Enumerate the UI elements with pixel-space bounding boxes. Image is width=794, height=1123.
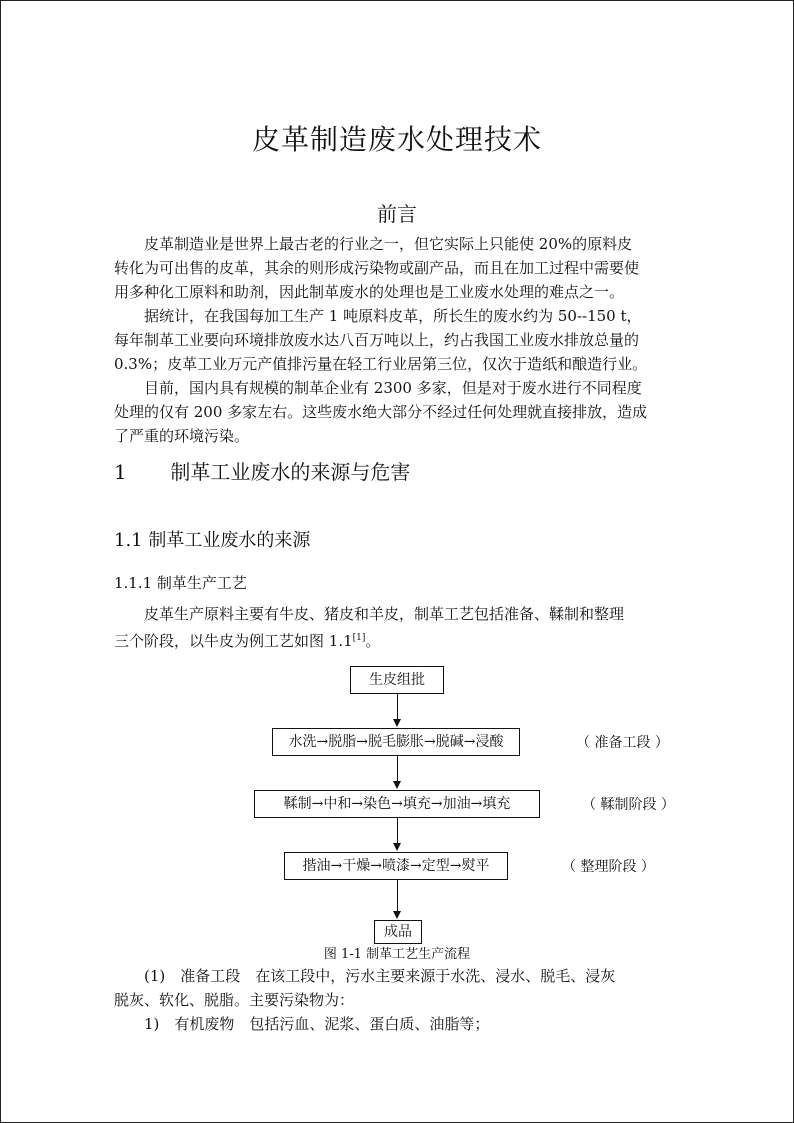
flow-step: 加油 bbox=[442, 796, 471, 812]
section-1-1-heading: 1.1 制革工业废水的来源 bbox=[114, 530, 311, 551]
arrow-down-icon bbox=[393, 719, 401, 727]
arrow-right-icon: → bbox=[449, 858, 462, 874]
document-title: 皮革制造废水处理技术 bbox=[251, 123, 542, 156]
text-line: 据统计，在我国每加工生产 1 吨原料皮革，所长生的废水约为 50--150 t， bbox=[114, 307, 642, 325]
arrow-right-icon: → bbox=[470, 796, 483, 812]
arrow-right-icon: → bbox=[356, 734, 368, 750]
citation-mark: [1] bbox=[352, 633, 366, 643]
section-1-number: 1 bbox=[114, 460, 127, 484]
flow-step: 熨平 bbox=[461, 858, 490, 874]
arrow-down-icon bbox=[393, 781, 401, 789]
text-line: (1) 准备工段 在该工段中，污水主要来源于水洗、浸水、脱毛、浸灰 bbox=[114, 967, 616, 985]
process-flowchart bbox=[114, 662, 680, 954]
arrow-right-icon: → bbox=[311, 796, 324, 812]
text-line: 0.3%；皮革工业万元产值排污量在轻工行业居第三位，仅次于造纸和酿造行业。 bbox=[114, 355, 648, 373]
flow-start-box: 生皮组批 bbox=[350, 666, 444, 694]
text-line: 皮革生产原料主要有牛皮、猪皮和羊皮，制革工艺包括准备、鞣制和整理 bbox=[114, 605, 625, 623]
flow-step: 脱碱 bbox=[435, 734, 464, 750]
stage-label-tanning: （ 鞣制阶段 ） bbox=[582, 797, 675, 813]
section-1-title: 制革工业废水的来源与危害 bbox=[170, 460, 411, 484]
text-line: 处理的仅有 200 多家左右。这些废水绝大部分不经过任何处理就直接排放，造成 bbox=[114, 403, 648, 421]
flow-connector bbox=[397, 755, 398, 781]
flow-step: 浸酸 bbox=[475, 734, 504, 750]
flow-step: 中和 bbox=[323, 796, 352, 812]
flow-step: 染色 bbox=[363, 796, 392, 812]
text-line: 1) 有机废物 包括污血、泥浆、蛋白质、油脂等； bbox=[114, 1015, 490, 1033]
arrow-right-icon: → bbox=[351, 796, 364, 812]
stage-label-prepare: （ 准备工段 ） bbox=[576, 735, 669, 751]
text-line: 用多种化工原料和助剂，因此制革废水的处理也是工业废水处理的难点之一。 bbox=[114, 283, 625, 301]
arrow-right-icon: → bbox=[430, 796, 443, 812]
preface-heading: 前言 bbox=[377, 202, 417, 226]
preface-paragraphs bbox=[114, 232, 680, 448]
text-line: 三个阶段，以牛皮为例工艺如图 1.1[1]。 bbox=[114, 632, 381, 650]
flow-step: 填充 bbox=[482, 796, 511, 812]
stage-label-finishing: （ 整理阶段 ） bbox=[562, 859, 655, 875]
flow-row-tanning bbox=[254, 790, 540, 818]
arrow-down-icon bbox=[393, 911, 401, 919]
flow-step: 鞣制 bbox=[283, 796, 312, 812]
flow-connector bbox=[397, 693, 398, 719]
text-line: 目前，国内具有规模的制革企业有 2300 多家，但是对于废水进行不同程度 bbox=[114, 379, 642, 397]
flow-step: 干燥 bbox=[342, 858, 371, 874]
arrow-right-icon: → bbox=[330, 858, 343, 874]
arrow-right-icon: → bbox=[391, 796, 403, 812]
section-1-heading bbox=[114, 456, 410, 485]
flow-step: 水洗 bbox=[288, 734, 317, 750]
flow-connector bbox=[397, 879, 398, 911]
figure-caption: 图 1-1 制革工艺生产流程 bbox=[323, 947, 471, 962]
section-1-1-1-heading: 1.1.1 制革生产工艺 bbox=[114, 574, 247, 592]
flow-connector bbox=[397, 817, 398, 843]
text-line: 了严重的环境污染。 bbox=[114, 427, 250, 445]
text-line: 皮革制造业是世界上最古老的行业之一，但它实际上只能使 20%的原料皮 bbox=[114, 235, 633, 253]
arrow-right-icon: → bbox=[370, 858, 382, 874]
flow-row-prepare bbox=[272, 728, 520, 756]
arrow-right-icon: → bbox=[463, 734, 476, 750]
text-line: 脱灰、软化、脱脂。主要污染物为： bbox=[114, 991, 355, 1009]
process-paragraph bbox=[114, 602, 680, 653]
flow-step: 脱脂 bbox=[328, 734, 357, 750]
flow-step: 定型 bbox=[421, 858, 450, 874]
arrow-right-icon: → bbox=[424, 734, 436, 750]
arrow-right-icon: → bbox=[410, 858, 422, 874]
flow-step: 揩油 bbox=[302, 858, 331, 874]
flow-row-finishing bbox=[284, 852, 508, 880]
text-line: 转化为可出售的皮革，其余的则形成污染物或副产品，而且在加工过程中需要使 bbox=[114, 259, 640, 277]
arrow-right-icon: → bbox=[316, 734, 329, 750]
arrow-down-icon bbox=[393, 843, 401, 851]
flow-step: 喷漆 bbox=[382, 858, 410, 874]
flow-step: 填充 bbox=[402, 796, 431, 812]
text-line: 每年制革工业要向环境排放废水达八百万吨以上，约占我国工业废水排放总量的 bbox=[114, 331, 640, 349]
stage-paragraph bbox=[114, 964, 680, 1036]
flow-step: 脱毛膨胀 bbox=[368, 734, 424, 750]
flow-end-box: 成品 bbox=[374, 920, 422, 944]
